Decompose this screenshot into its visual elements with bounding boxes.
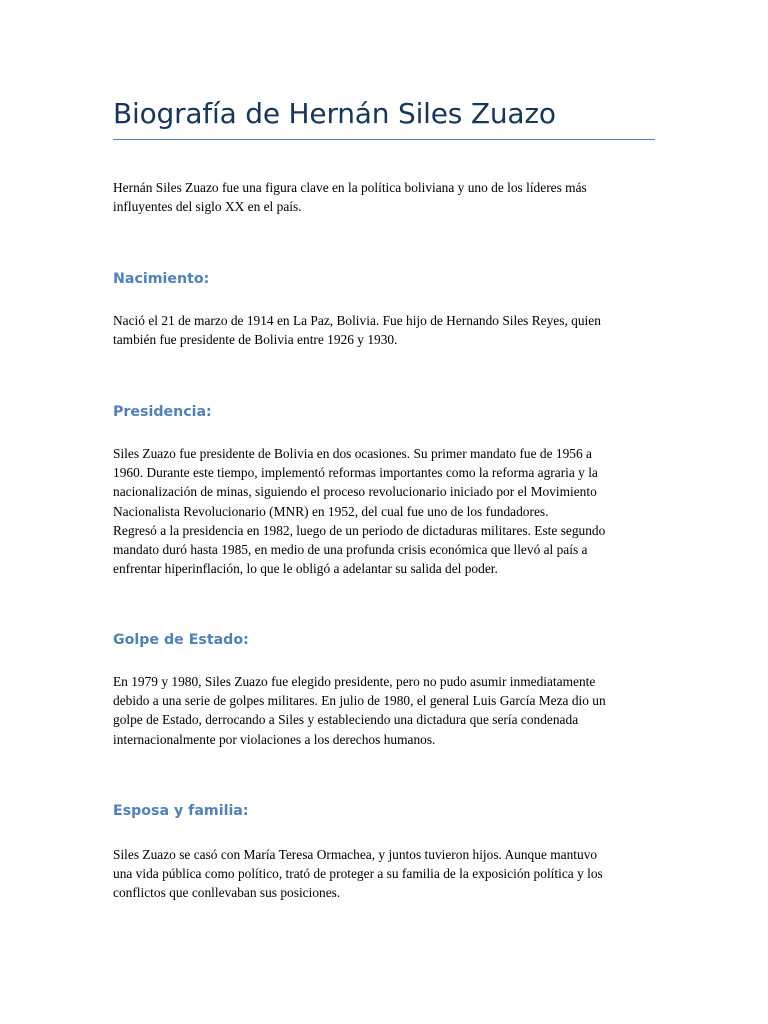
paragraph-line: mandato duró hasta 1985, en medio de una profunda crisis económica que llevó al país a [113, 542, 588, 558]
document-title: Biografía de Hernán Siles Zuazo [113, 97, 556, 130]
paragraph-line: Hernán Siles Zuazo fue una figura clave en la política boliviana y uno de los líderes más [113, 180, 587, 195]
heading-esposa-y-familia: Esposa y familia: [113, 803, 249, 819]
paragraph-nacimiento [113, 311, 655, 349]
paragraph-line: también fue presidente de Bolivia entre 1926 y 1930. [113, 332, 398, 348]
heading-golpe-de-estado: Golpe de Estado: [113, 632, 249, 648]
title-underline [113, 139, 655, 140]
paragraph-line: Siles Zuazo se casó con María Teresa Ormachea, y juntos tuvieron hijos. Aunque mantuvo [113, 847, 598, 862]
paragraph-line: Nacionalista Revolucionario (MNR) en 1952, del cual fue uno de los fundadores. [113, 503, 549, 519]
paragraph-line: internacionalmente por violaciones a los derechos humanos. [113, 731, 436, 747]
heading-nacimiento: Nacimiento: [113, 271, 210, 287]
paragraph-line: influyentes del siglo XX en el país. [113, 199, 302, 215]
paragraph-line: Regresó a la presidencia en 1982, luego de un periodo de dictaduras militares. Este segundo [113, 522, 606, 538]
paragraph-line: una vida pública como político, trató de proteger a su familia de la exposición política y los [113, 866, 603, 882]
paragraph-line: conflictos que conllevaban sus posiciones. [113, 885, 341, 901]
intro-paragraph [113, 178, 655, 216]
paragraph-golpe-de-estado [113, 672, 655, 749]
paragraph-line: enfrentar hiperinflación, lo que le obligó a adelantar su salida del poder. [113, 561, 498, 577]
paragraph-line: Nació el 21 de marzo de 1914 en La Paz, Bolivia. Fue hijo de Hernando Siles Reyes, quien [113, 313, 601, 328]
paragraph-line: debido a una serie de golpes militares. En julio de 1980, el general Luis García Meza dio un [113, 693, 606, 709]
paragraph-line: Siles Zuazo fue presidente de Bolivia en dos ocasiones. Su primer mandato fue de 1956 a [113, 446, 592, 461]
paragraph-line: En 1979 y 1980, Siles Zuazo fue elegido presidente, pero no pudo asumir inmediatamente [113, 674, 596, 689]
paragraph-line: golpe de Estado, derrocando a Siles y estableciendo una dictadura que sería condenada [113, 712, 579, 728]
heading-presidencia: Presidencia: [113, 404, 212, 420]
paragraph-presidencia [113, 444, 655, 578]
paragraph-line: nacionalización de minas, siguiendo el proceso revolucionario iniciado por el Movimiento [113, 484, 597, 500]
paragraph-esposa-y-familia [113, 845, 655, 903]
paragraph-line: 1960. Durante este tiempo, implementó reformas importantes como la reforma agraria y la [113, 465, 598, 481]
